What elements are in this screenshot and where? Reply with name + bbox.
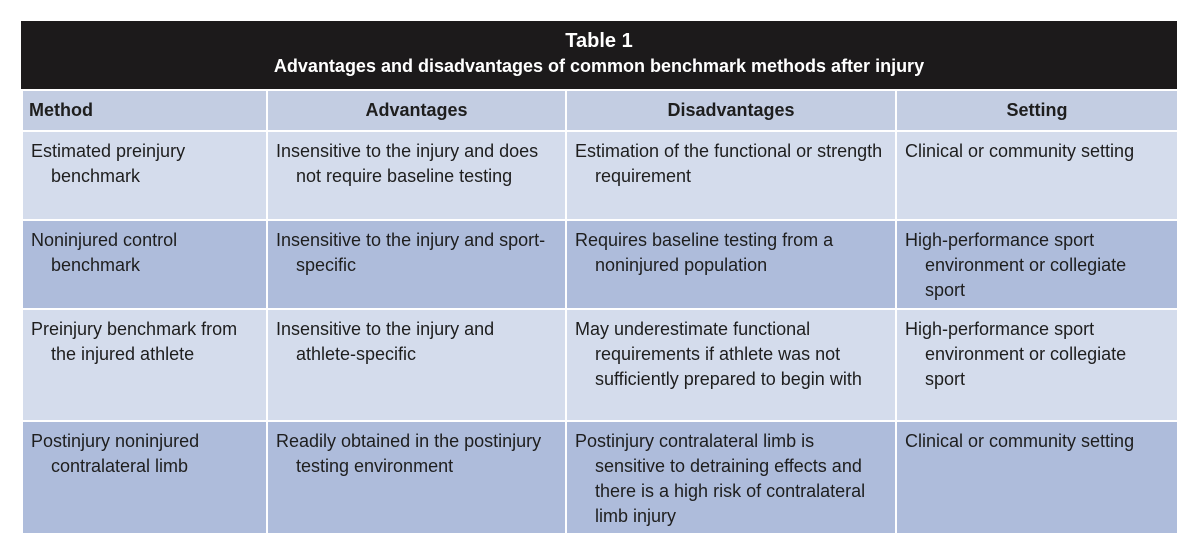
column-header-disadvantages: Disadvantages bbox=[566, 90, 896, 131]
table-row bbox=[22, 131, 1178, 220]
setting-text: High-performance sport environment or collegiate sport bbox=[905, 230, 1127, 300]
disadvantages-text: May underestimate functional requirements if athlete was not sufficiently prepared to begin with bbox=[575, 319, 862, 389]
setting-cell bbox=[896, 309, 1178, 421]
disadvantages-cell bbox=[566, 309, 896, 421]
advantages-cell bbox=[267, 220, 566, 309]
column-header-method: Method bbox=[22, 90, 267, 131]
table-title: Table 1 bbox=[565, 30, 633, 52]
data-table bbox=[21, 89, 1179, 535]
disadvantages-cell bbox=[566, 131, 896, 220]
advantages-text: Readily obtained in the postinjury testing environment bbox=[276, 431, 542, 476]
method-cell bbox=[22, 131, 267, 220]
method-cell bbox=[22, 309, 267, 421]
advantages-text: Insensitive to the injury and athlete-specific bbox=[276, 319, 495, 364]
disadvantages-cell bbox=[566, 421, 896, 534]
method-cell bbox=[22, 421, 267, 534]
method-text: Preinjury benchmark from the injured athlete bbox=[31, 319, 238, 364]
table-title-bar bbox=[21, 21, 1177, 89]
advantages-cell bbox=[267, 309, 566, 421]
advantages-text: Insensitive to the injury and sport-specific bbox=[276, 230, 546, 275]
table-row bbox=[22, 220, 1178, 309]
method-text: Estimated preinjury benchmark bbox=[31, 141, 186, 186]
setting-text: High-performance sport environment or collegiate sport bbox=[905, 319, 1127, 389]
header-row bbox=[22, 90, 1178, 131]
benchmark-table bbox=[21, 21, 1177, 535]
disadvantages-cell bbox=[566, 220, 896, 309]
column-header-setting: Setting bbox=[896, 90, 1178, 131]
setting-text: Clinical or community setting bbox=[905, 431, 1135, 451]
advantages-text: Insensitive to the injury and does not require baseline testing bbox=[276, 141, 539, 186]
disadvantages-text: Estimation of the functional or strength requirement bbox=[575, 141, 883, 186]
advantages-cell bbox=[267, 421, 566, 534]
disadvantages-text: Requires baseline testing from a noninjured population bbox=[575, 230, 834, 275]
column-header-advantages: Advantages bbox=[267, 90, 566, 131]
disadvantages-text: Postinjury contralateral limb is sensitive to detraining effects and there is a high risk of contralateral limb injury bbox=[575, 431, 866, 526]
table-subtitle: Advantages and disadvantages of common benchmark methods after injury bbox=[273, 56, 925, 76]
setting-text: Clinical or community setting bbox=[905, 141, 1135, 161]
setting-cell bbox=[896, 421, 1178, 534]
method-cell bbox=[22, 220, 267, 309]
method-text: Noninjured control benchmark bbox=[31, 230, 178, 275]
setting-cell bbox=[896, 131, 1178, 220]
table-row bbox=[22, 421, 1178, 534]
method-text: Postinjury noninjured contralateral limb bbox=[31, 431, 200, 476]
advantages-cell bbox=[267, 131, 566, 220]
table-row bbox=[22, 309, 1178, 421]
setting-cell bbox=[896, 220, 1178, 309]
